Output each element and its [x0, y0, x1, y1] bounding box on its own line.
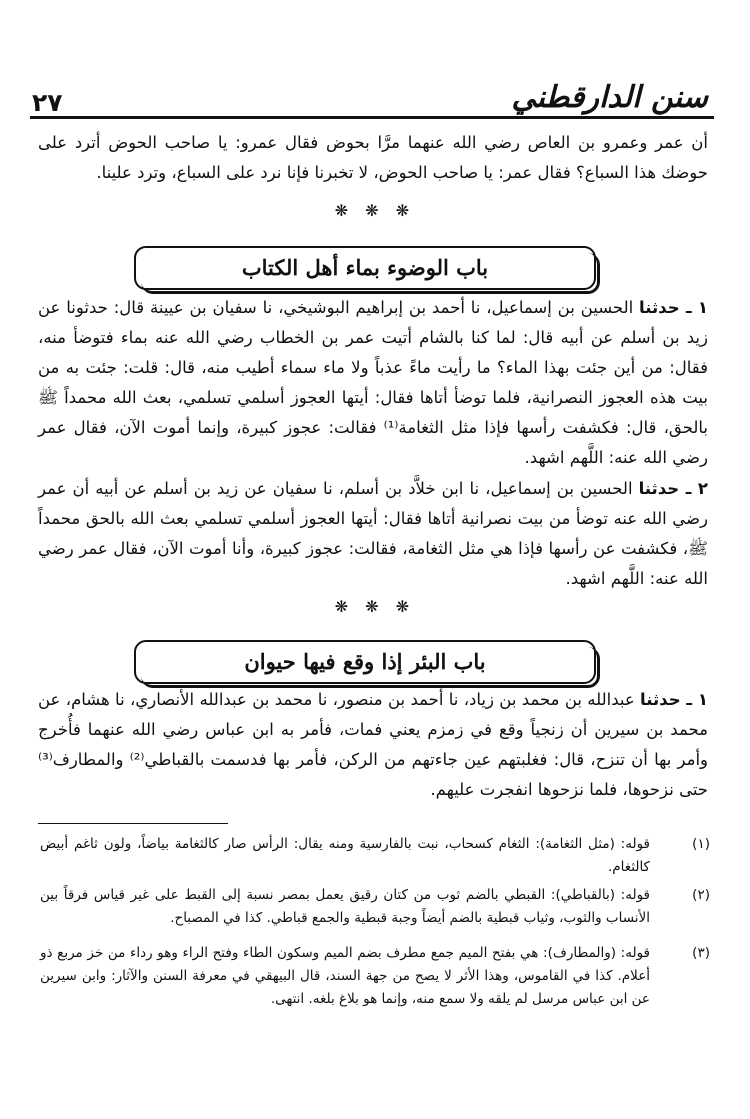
hadith-text: عبدالله بن محمد بن زياد، نا أحمد بن منصور، نا محمد بن عبدالله الأنصاري، نا هشام، عن محمد بن سيرين أن زنجياً وقع في زمزم يعني فمات، فأمر به ابن عباس رضي الله عنهما فأُخرج وأمر بها أن تنزح، قال: فغلبتهم عين جاءتهم من الركن، فأمر بها فدسمت بالقباطي⁽²⁾ والمطارف⁽³⁾ حتى نزحوها، فلما نزحوها انفجرت عليهم.	[38, 690, 708, 799]
hadith-lead: ٢ ـ حدثنا	[638, 479, 708, 498]
hadith-text: الحسين بن إسماعيل، نا ابن خلاَّد بن أسلم، نا سفيان عن زيد بن أسلم عن أبيه أن عمر رضي الله عنه توضأ من بيت نصرانية أتاها فقال: أيتها العجوز أسلمي تسلمي بعث الله بالحق محمداً ﷺ، فكشفت عن رأسها فإذا هي مثل الثغامة، فقالت: عجوز كبيرة، وأنا أموت الآن، فقال عمر رضي الله عنه: اللَّهم اشهد.	[38, 479, 708, 588]
running-header-title: سنن الدارقطني	[511, 80, 708, 115]
chapter-title: باب البئر إذا وقع فيها حيوان	[244, 649, 486, 674]
footnote-number: (٣)	[692, 945, 710, 961]
footnote	[40, 942, 710, 1011]
footnote-rule	[38, 823, 228, 824]
hadith-lead: ١ ـ حدثنا	[640, 690, 708, 709]
hadith-paragraph	[38, 474, 708, 594]
hadith-paragraph	[38, 685, 708, 805]
chapter-heading-box	[134, 640, 596, 684]
footnote-text: قوله: (بالقباطي): القبطي بالضم ثوب من كتان رقيق يعمل بمصر نسبة إلى القبط على غير قياس فرقاً بين الأنساب والثوب، وثياب قبطية بالضم أيضاً وجبة قبطية والجمع قباطي. كذا في المصباح.	[40, 887, 650, 926]
footnote-text: قوله: (والمطارف): هي بفتح الميم جمع مطرف بضم الميم وسكون الطاء وفتح الراء وهو رداء من خز مربع ذو أعلام. كذا في القاموس، وهذا الأثر لا يصح من جهة السند، قال البيهقي في معرفة السنن والآثار: وابن سيرين عن ابن عباس مرسل لم يلقه ولا سمع منه، وإنما هو بلاغ بلغه. انتهى.	[40, 945, 650, 1007]
footnote-number: (٢)	[692, 887, 710, 903]
section-separator: ❋ ❋ ❋	[334, 597, 416, 616]
page-number: ٢٧	[32, 88, 63, 117]
chapter-title: باب الوضوء بماء أهل الكتاب	[241, 255, 489, 280]
intro-paragraph: أن عمر وعمرو بن العاص رضي الله عنهما مرَّا بحوض فقال عمرو: يا صاحب الحوض أترد على حوضك هذا السباع؟ فقال عمر: يا صاحب الحوض، لا تخبرنا فإنا نرد على السباع، وترد علينا.	[38, 133, 708, 182]
footnote-text: قوله: (مثل الثغامة): الثغام كسحاب، نبت بالفارسية ومنه يقال: الرأس صار كالثغامة بياضاً، ولون ثاغم أبيض كالثغام.	[40, 836, 650, 875]
header-rule	[30, 116, 714, 119]
hadith-lead: ١ ـ حدثنا	[639, 298, 708, 317]
hadith-paragraph	[38, 293, 708, 473]
footnote-number: (١)	[692, 836, 710, 852]
footnote	[40, 884, 710, 930]
hadith-text: الحسين بن إسماعيل، نا أحمد بن إبراهيم البوشيخي، نا سفيان بن عيينة قال: حدثونا عن زيد بن أسلم عن أبيه قال: لما كنا بالشام أتيت عمر بن الخطاب رضي الله عنه بماء فتوضأ منه، فقال: من أين جئت بهذا الماء؟ ما رأيت ماءً عذباً ولا ماء سماء أطيب منه، قال: قلت: جئت به من بيت هذه العجوز النصرانية، فلما توضأ أتاها فقال: أيتها العجوز أسلمي تسلمي، بعث الله محمداً ﷺ بالحق، قال: فكشفت رأسها فإذا مثل الثغامة⁽¹⁾ فقالت: عجوز كبيرة، وإنما أموت الآن، فقال عمر رضي الله عنه: اللَّهم اشهد.	[38, 298, 708, 467]
section-separator: ❋ ❋ ❋	[334, 201, 416, 220]
footnote	[40, 833, 710, 879]
chapter-heading-box	[134, 246, 596, 290]
